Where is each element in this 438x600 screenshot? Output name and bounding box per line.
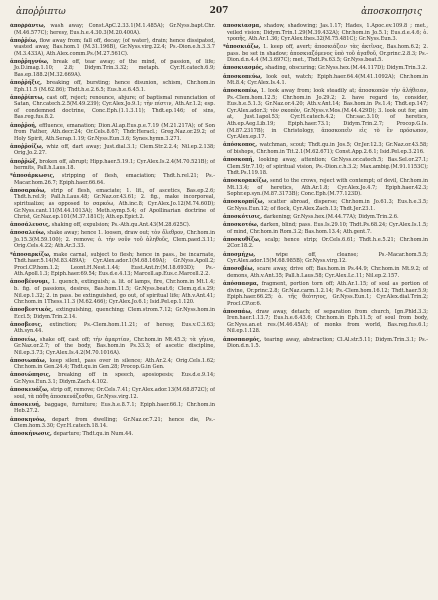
entry-definition: watchman, scout; Thdt.qu.in Jos.5; Or.Jer.12.3; Gr.Naz.or.43.58; of bishops, Chr.hom.in Tit.2.1(M.62.671); Const.App.2.6.1; Isid.Pel.ep.3.216.	[227, 142, 428, 155]
entry-headword: ἀποσάλευσις,	[10, 222, 51, 229]
lexicon-entry	[10, 159, 215, 172]
entry-headword: ἀποῤῥηγνύω,	[10, 58, 49, 65]
entry-definition: keep silent, pass over in silence; Ath.Ar.2.4; Orig.Cels.1.62; Chr.hom.in Gen.24.4; Thdt.qu.in Gen.28; Procop.G.in Gen.	[14, 357, 215, 371]
entry-definition: strip of flesh, emaciate; 1. lit., of ascetics, Bas.ep.2.6; Thdt.h.rel.9; Pall.h.Laus.48; Gr.Naz.or.43.61; 2. fig., make incorporeal, spiritualize; as opposed to σαρκόω, Ath.inc.8; Cyr.Alex.Jo.12(M.74.60D); Gr.Nyss.cant.11(M.44.1013A); Meth.symp.5.4; of Apollinarian doctrine of Christ, Gr.Naz.ep.101(M.37.181C); Ath.ep.Epict.2.	[14, 187, 215, 221]
entry-headword: ἀποῤῥέω,	[10, 37, 38, 44]
entry-definition: shading, obscuring; Gr.Nyss.hex.(M.44.117D); Didym.Trin.3.2.	[265, 65, 427, 72]
lexicon-entry	[10, 123, 215, 143]
lexicon-entry	[223, 337, 428, 350]
entry-definition: 1. quench, extinguish; a. lit. of lamps, fire, Chr.hom.in Mt.1.4; b. fig. of passions, desires, Bas.hom.11.5; Gr.Nyss.beat.6; Clem.q.d.s.29; Nil.ep.1.32; 2. in pass. be extinguished, go out, of spiritual life; Ath.v.Ant.41; Chr.hom.in 1Thess.11.3 (M.62.466); Cyr.Alex.Jo.6.1; Isid.Pel.ep.1.120.	[14, 279, 215, 306]
entry-headword: ἀποῤῥίπτω,	[10, 94, 45, 101]
entry-definition: stripping of flesh, emaciation; Thdt.h.rel.21; Ps.-Macar.hom.26.7; Epiph.haer.66.64.	[14, 173, 215, 186]
entry-headword: ἀποσαλεύω,	[10, 230, 46, 237]
entry-headword: ἀποῤῥάντω,	[10, 23, 46, 29]
lexicon-entry	[223, 266, 428, 279]
entry-headword: ἀποῤῥοίζω,	[10, 143, 44, 150]
text-columns	[10, 23, 428, 598]
entry-definition: cast off, reject; renounce, abjure; of baptismal renunciation of Satan, Chr.catech.2.5(M.49.239); Cyr.Alex.Jo.9.1; τὴν πίστιν, Ath.Ar.1.2; esp. of condemned doctrine, Conc.Eph.(1.1.3.11); Thdt.ep.146; of sins, Bas.reg.fus.8.2.	[14, 94, 215, 121]
lexicon-entry	[223, 222, 428, 235]
entry-definition: baggage, furniture; Eus.h.e.8.7.1; Epiph.haer.66.1; Chr.hom.in Heb.27.2.	[14, 401, 215, 415]
lexicon-entry	[223, 252, 428, 265]
lexicon-entry	[223, 44, 428, 64]
entry-headword: ἀποσκευή,	[10, 401, 41, 408]
entry-headword: ἀποσκότισις,	[223, 214, 263, 221]
entry-headword: ἀποσκοτόω,	[223, 222, 259, 229]
header-right-guide-word: ἀποσκοπησις	[361, 7, 422, 17]
entry-headword: ἀποσκιασμός,	[223, 65, 264, 72]
entry-definition: departure; Thdt.qu.in Num.44.	[53, 431, 134, 438]
entry-headword: ἀποσπασμός,	[223, 336, 262, 343]
lexicon-entry	[10, 230, 215, 250]
entry-definition: effluence, emanation; Dion.Al.ap.Eus.p.e.7.19 (M.21.217A); of Son from Father, Ath.decr.24; Or.Cels.8.67; Thdr.Heracl.; Greg.Naz.or.29.2; of Holy Spirit, Ath.Serap.1.19; Gr.Nyss.Eun.3.6; Synes.hymn.3.271.	[14, 122, 215, 142]
entry-headword: ἀποσιωπάω,	[10, 357, 47, 364]
header-left-guide-word: ἀποῤῥιπτω	[16, 7, 66, 17]
entry-definition: wipe off, cleanse; Ps.-Macar.hom.5.5; Cyr.Alex.ador.15(M.68.985B); Gr.Nyss.virg.12.	[227, 251, 428, 265]
entry-headword: *ἀποσκιάζω,	[223, 44, 261, 51]
lexicon-entry	[223, 65, 428, 72]
entry-definition: shadow, shadowing; Jas.1.17; Hades, 1.Apoc.ev.109.8 ; met., veiled vision; Didym.Trin.1.29(M.39.432A); Chr.hom.in Jo.5.1; Eus.d.e.4.6; ὁ. τροπῆς, Ath.Ar.1.36; Cyr.Alex.thes.32(M.75.481C); Gr.Nyss.Eun.3.	[227, 23, 428, 43]
entry-definition: scatter abroad, disperse; Chr.hom.in Jo.61.3; Eus.h.e.3.5; Gr.Nyss.Eun.12; of flock, Cyr.Alex.Zach.13; Thdt.Jer.23.1.	[227, 199, 428, 212]
entry-headword: ἀποῤῥοή,	[10, 122, 37, 129]
lexicon-entry	[10, 358, 215, 371]
entry-headword: ἀποσκηνόω,	[10, 416, 46, 423]
entry-headword: *ἀποσάρκωσις,	[10, 173, 55, 180]
lexicon-entry	[10, 431, 215, 438]
running-header	[10, 6, 428, 20]
entry-definition: wash away; Const.ApC.2.33.1(M.1.485A); Gr.Nyss.bapt.Chr.(M.46.577C); heresy, Eus.h.e.4.30.3(M.20.400A).	[14, 23, 215, 36]
entry-definition: fragment, portion torn off; Ath.Ar.1.15; of soul as portion of divine, Or.princ.2.8; Gr.Naz.carm.1.2.14; Ps.-Clem.hom.16.12; Thdt.haer.5.9; Epiph.haer.66.25; ὁ. τῆς θεότητος, Gr.Nyss.Eun.1; Cyr.Alex.dial.Trin.2; Procl.CP.or.6.	[227, 281, 428, 307]
entry-definition: breaking off in speech, aposiopesis; Eus.d.e.9.14; Gr.Nyss.Eun.3.1; Didym.Zach.4.102.	[14, 372, 215, 386]
entry-headword: ἀποσμήχω,	[223, 251, 256, 258]
lexicon-entry	[10, 322, 215, 335]
lexicon-entry	[10, 188, 215, 221]
lexicon-entry	[10, 23, 215, 36]
entry-definition: send to the crows, reject with contempt; of devil, Chr.hom.in Mt.13.4; of heretics, Ath.Ar.1.8; Cyr.Alex.Jo.4.7; Epiph.haer.42.3; Sophr.ep.syn.(M.87.3173B); Conc.Eph.(M.77.123D).	[227, 178, 428, 198]
lexicon-entry	[10, 173, 215, 186]
lexicon-entry	[223, 178, 428, 198]
entry-definition: scalp; hence strip; Or.Cels.6.61; Thdt.h.e.5.21; Chr.hom.in 2Cor.18.2.	[227, 236, 428, 250]
entry-definition: shake away; hence 1. loosen, draw out; τὸν ὄλεθρον, Chr.hom.in Jo.15.3(M.59.100); 2. remove; ὁ. τὴν νοῦν τοῦ ἀληθοῦς, Clem.paed.3.11; Orig.Cels.4.22; Ath.Ar.3.33.	[14, 230, 215, 250]
entry-headword: ἀποσβέννυμι,	[10, 279, 50, 286]
entry-definition: darkening; Gr.Nyss.hex.(M.44.77A); Didym.Trin.2.6.	[263, 214, 399, 221]
lexicon-entry	[223, 214, 428, 221]
entry-headword: ἀποσκήνωσις,	[10, 431, 52, 438]
lexicon-entry	[10, 387, 215, 400]
entry-definition: shake off, cast off; τὴν ἁμαρτίαν, Chr.hom.in Mt.45.3; τὰ γήινα, Gr.Naz.or.2.7; of the body, Bas.hom.in Ps.33.3; of ascetic discipline, Nil.ep.3.73; Cyr.Alex.Is.4.2(M.70.1016A).	[14, 336, 215, 356]
lexicon-entry	[10, 372, 215, 385]
entry-definition: darken, blind; pass. Eus.Is.29.10; Thdt.Ps.68.24; Cyr.Alex.Is.1.5; of mind, Chr.hom.in Rom.3.2; Bas.hom.13.4; Ath.gent.7.	[227, 222, 428, 235]
entry-headword: ἀποσκορακίζω,	[223, 178, 269, 185]
entry-headword: ἀποσπάω,	[223, 308, 253, 315]
entry-definition: looking away, attention; Gr.Nyss.or.catech.5; Bas.Sel.or.27.1; Clem.Str.7.10; of spiritual vision, Ps.-Dion.c.h.3.2; Max.ambig.(M.91.1153C); Thdt.Ps.119.18.	[227, 156, 428, 177]
page-number: 207	[209, 6, 229, 16]
entry-definition: strip off, remove; Or.Cels.7.41; Cyr.Alex.ador.13(M.68.872C); of soul, τὰ πάθη ἀποσκευάζεσθαι, Gr.Nyss.virg.12.	[14, 387, 215, 400]
entry-headword: ἀποσαρκόω,	[10, 187, 46, 194]
entry-headword: ἀποσκίασμα,	[223, 23, 262, 29]
entry-definition: breaking off, bursting; hence disunion, schism, Chr.hom.in Eph.11.5 (M.62.86); Thdt.h.e.2.6.5; Eus.h.e.6.45.1.	[14, 80, 215, 93]
left-column	[10, 23, 215, 598]
entry-definition: scare away, drive off; Bas.hom.in Ps.44.9; Chr.hom.in Mt.9.2; of demons, Ath.v.Ant.35; Pall.h.Laus.58; Cyr.Alex.Lc.11; Nil.ep.2.157.	[227, 266, 428, 279]
lexicon-entry	[10, 222, 215, 229]
lexicon-entry	[223, 237, 428, 250]
lexicon-entry	[10, 59, 215, 79]
entry-definition: break off, tear away; of the mind, of passion, of life; Jo.D.imag.1.10; 2.8; Didym.Trin.3.32; metaph. Cyr.H.catech.6.9; Bas.ep.188.2(M.32.669A).	[14, 58, 215, 79]
entry-headword: ἀποσκοπέω,	[223, 88, 259, 95]
entry-definition: 1. keep off, avert; ἀποσκιάζειν τὰς ἀκτῖνας, Bas.hom.6.2; 2. pass. be set in shadow; ἀποσκιαζόμενος ὑπὸ τοῦ ἀγαθοῦ, Or.princ.2.8.3; Ps.-Dion.d.n.4.4 (M.3.697C); met., Thdt.Ps.63.5; Gr.Nyss.beat.5.	[227, 44, 428, 64]
lexicon-entry	[10, 417, 215, 430]
lexicon-entry	[223, 88, 428, 140]
entry-definition: 1. look away from; look steadily at; ἀποσκοπῶν τὴν ἀλήθειαν, Ps.-Clem.hom.12.5; Chr.hom.in Jo.29.2; 2. have regard to, consider, Eus.h.e.5.1.3; Gr.Naz.or.4.20; Ath.v.Ant.14; Bas.hom.in Ps.1.4; Thdt.ep.147; Cyr.Alex.ador.3; τὸν σκοπὸν, Gr.Nyss.v.Mos.(M.44.429D); 3. look out for, aim at, Just.1apol.53; Cyr.H.catech.4.2; Chr.sac.3.10; of heretics, Ath.ep.Aeg.Lib.19; Epiph.haer.73.1; Didym.Trin.2.7; Procop.G.Is.(M.87.2317B); in Christology, ἀποσκοπεῖν εἰς τὸ ἓν πρόσωπον, Cyr.Alex.ep.17.	[227, 88, 428, 141]
entry-definition: make carnal, subject to flesh; hence in pass., be incarnate, Thdt.haer.5.14(M.83.489A); Cyr.Alex.ador.1(M.68.169A); Gr.Nyss.Apoll.2; Procl.CP.hom.1.2; Leont.H.Nest.1.44; Eust.Ant.fr.(M.18.693D); Ps.-Ath.Apoll.1.3; Epiph.haer.69.54; Eus.d.e.4.13; Marcell.ap.Eus.c.Marcell.2.2.	[14, 251, 215, 278]
entry-definition: look out, watch; Epiph.haer.64.4(M.41.1092A); Chr.hom.in Mt.8.4; Cyr.Alex.Is.4.1.	[227, 73, 428, 87]
lexicon-entry	[223, 23, 428, 43]
entry-headword: ἀποσβεσις,	[10, 321, 43, 328]
entry-headword: ἀπόσπασμα,	[223, 281, 259, 287]
entry-definition: extinction; Ps.-Clem.hom.11.21; of heresy, Eus.v.C.3.63; Ath.syn.44.	[14, 321, 215, 335]
entry-headword: ἀποσιώπησις,	[10, 372, 51, 379]
lexicon-entry	[223, 309, 428, 335]
lexicon-entry	[223, 142, 428, 155]
lexicon-entry	[10, 279, 215, 305]
lexicon-entry	[10, 307, 215, 320]
lexicon-entry	[223, 199, 428, 212]
lexicon-entry	[223, 74, 428, 87]
entry-headword: ἀποσοβέω,	[223, 266, 255, 273]
lexicon-entry	[10, 144, 215, 157]
entry-definition: flow away from; fall off, decay; (of water), drain; hence dissipated, wasted away, Bas.hom.1 (M.31.196B), Gr.Nyss.virg.22.4; Ps.-Dion.e.h.3.3.7 (M.3.433A), Ath.Alex.comm.Ps.(M.27.561C).	[14, 37, 215, 57]
entry-headword: ἀποῤῥώξ,	[10, 158, 38, 165]
lexicon-entry	[10, 95, 215, 121]
entry-headword: ἀποσκορπίζω,	[223, 199, 265, 206]
entry-headword: *ἀποσαρκίζω,	[10, 251, 51, 258]
lexicon-entry	[223, 281, 428, 307]
lexicon-entry	[10, 80, 215, 93]
entry-definition: draw away, detach; of separation from church, Ign.Phld.3.3; Iren.haer.1.13.7; Eus.h.e.6.43.6; Chr.hom.in Eph.11.5; of soul from body, Gr.Nyss.an.et res.(M.46.45A); of monks from world, Bas.reg.fus.6.1; Nil.ep.1.128.	[227, 308, 428, 335]
lexicon-entry	[10, 337, 215, 357]
lexicon-entry	[223, 157, 428, 177]
right-column	[223, 23, 428, 598]
entry-headword: ἀποσβεστικός,	[10, 307, 54, 314]
entry-headword: ἀποῤῥήξις,	[10, 80, 42, 87]
entry-headword: ἀπόσκοπος,	[223, 142, 258, 149]
entry-definition: broken off, abrupt; Hipp.haer.5.19.1; Cyr.Alex.Is.2.4(M.70.521B); of hermits, Pall.h.Laus.18.	[14, 158, 215, 172]
lexicon-entry	[10, 402, 215, 415]
entry-definition: tearing away, abstraction; Cl.Al.str.5.11; Didym.Trin.3.1; Ps.-Dion.d.n.1.5.	[227, 336, 428, 350]
lexicon-entry	[10, 38, 215, 58]
entry-definition: shaking off, expulsion; Ps.-Ath.qu.Ant.43(M.28.625C).	[51, 222, 191, 229]
entry-headword: ἀποσείω,	[10, 336, 37, 343]
entry-headword: ἀποσκυθίζω,	[223, 236, 261, 243]
entry-definition: extinguishing, quenching; Clem.strom.7.12; Gr.Nyss.hom.in Eccl.5; Didym.Trin.2.14.	[14, 307, 215, 320]
entry-definition: depart from dwelling; Gr.Naz.or.7.21; hence die, Ps.-Clem.hom.3.30; Cyr.H.catech.18.14.	[14, 416, 215, 430]
entry-headword: ἀποσκευάζω,	[10, 387, 49, 394]
entry-headword: ἀποσκοπεύω,	[223, 73, 262, 80]
entry-headword: ἀποσκοπή,	[223, 156, 255, 163]
entry-definition: whiz off, dart away; Just.dial.3.1; Clem.Str.2.2.4; Nil.ep.2.138; Orig.Jo.2.27.	[14, 143, 215, 157]
lexicon-entry	[10, 252, 215, 278]
